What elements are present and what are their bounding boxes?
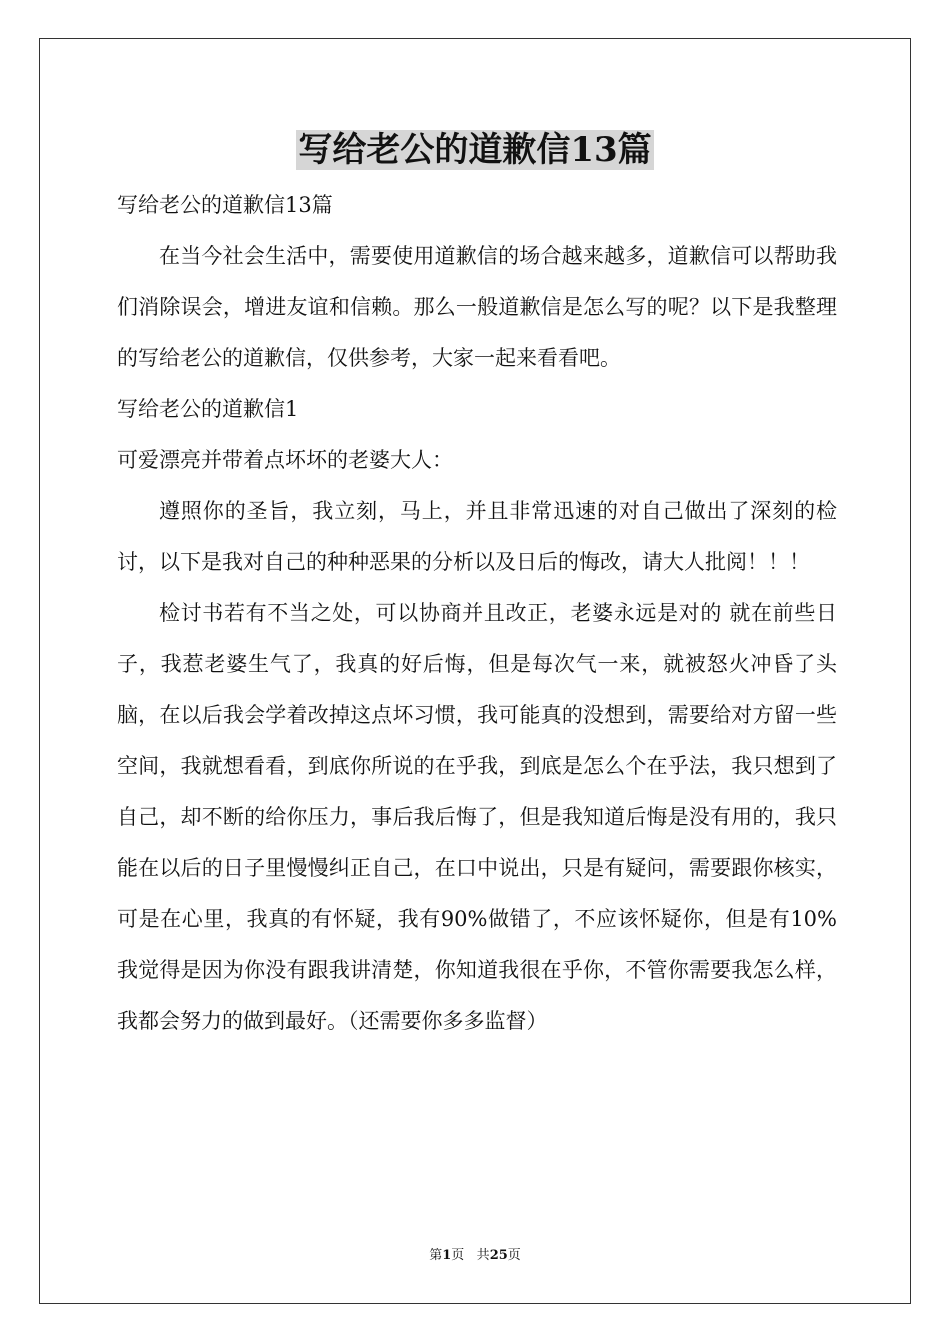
- paragraph-subtitle: 写给老公的道歉信13篇: [117, 193, 333, 217]
- paragraph-salutation: 可爱漂亮并带着点坏坏的老婆大人：: [117, 448, 453, 472]
- page-current: 1: [442, 1248, 452, 1263]
- page-total: 25: [489, 1248, 508, 1263]
- document-title: [0, 128, 950, 172]
- page-label-prefix: 第: [429, 1248, 443, 1263]
- page-footer: [0, 1246, 950, 1266]
- total-label-suffix: 页: [507, 1248, 521, 1263]
- paragraph-letter-heading: 写给老公的道歉信1: [117, 397, 299, 421]
- page-label-suffix: 页: [451, 1248, 465, 1263]
- total-label-prefix: 共: [476, 1248, 490, 1263]
- paragraph-body-2: 检讨书若有不当之处，可以协商并且改正，老婆永远是对的 就在前些日子，我惹老婆生气了，我真的好后悔，但是每次气一来，就被怒火冲昏了头脑，在以后我会学着改掉这点坏习惯，我可能真的没想到，需要给对方留一些空间，我就想看看，到底你所说的在乎我，到底是怎么个在乎法，我只想到了自己，却不断的给你压力，事后我后悔了，但是我知道后悔是没有用的，我只能在以后的日子里慢慢纠正自己，在口中说出，只是有疑问，需要跟你核实，可是在心里，我真的有怀疑，我有90%做错了，不应该怀疑你，但是有10%我觉得是因为你没有跟我讲清楚，你知道我很在乎你，不管你需要我怎么样，我都会努力的做到最好。（还需要你多多监督）: [117, 601, 837, 1033]
- document-title-text: 写给老公的道歉信13篇: [298, 130, 652, 170]
- paragraph-intro: 在当今社会生活中，需要使用道歉信的场合越来越多，道歉信可以帮助我们消除误会，增进友谊和信赖。那么一般道歉信是怎么写的呢？以下是我整理的写给老公的道歉信，仅供参考，大家一起来看看吧。: [117, 244, 837, 370]
- document-body: [117, 180, 837, 1047]
- paragraph-body-1: 遵照你的圣旨，我立刻，马上，并且非常迅速的对自己做出了深刻的检讨，以下是我对自己的种种恶果的分析以及日后的悔改，请大人批阅！！！: [117, 499, 837, 574]
